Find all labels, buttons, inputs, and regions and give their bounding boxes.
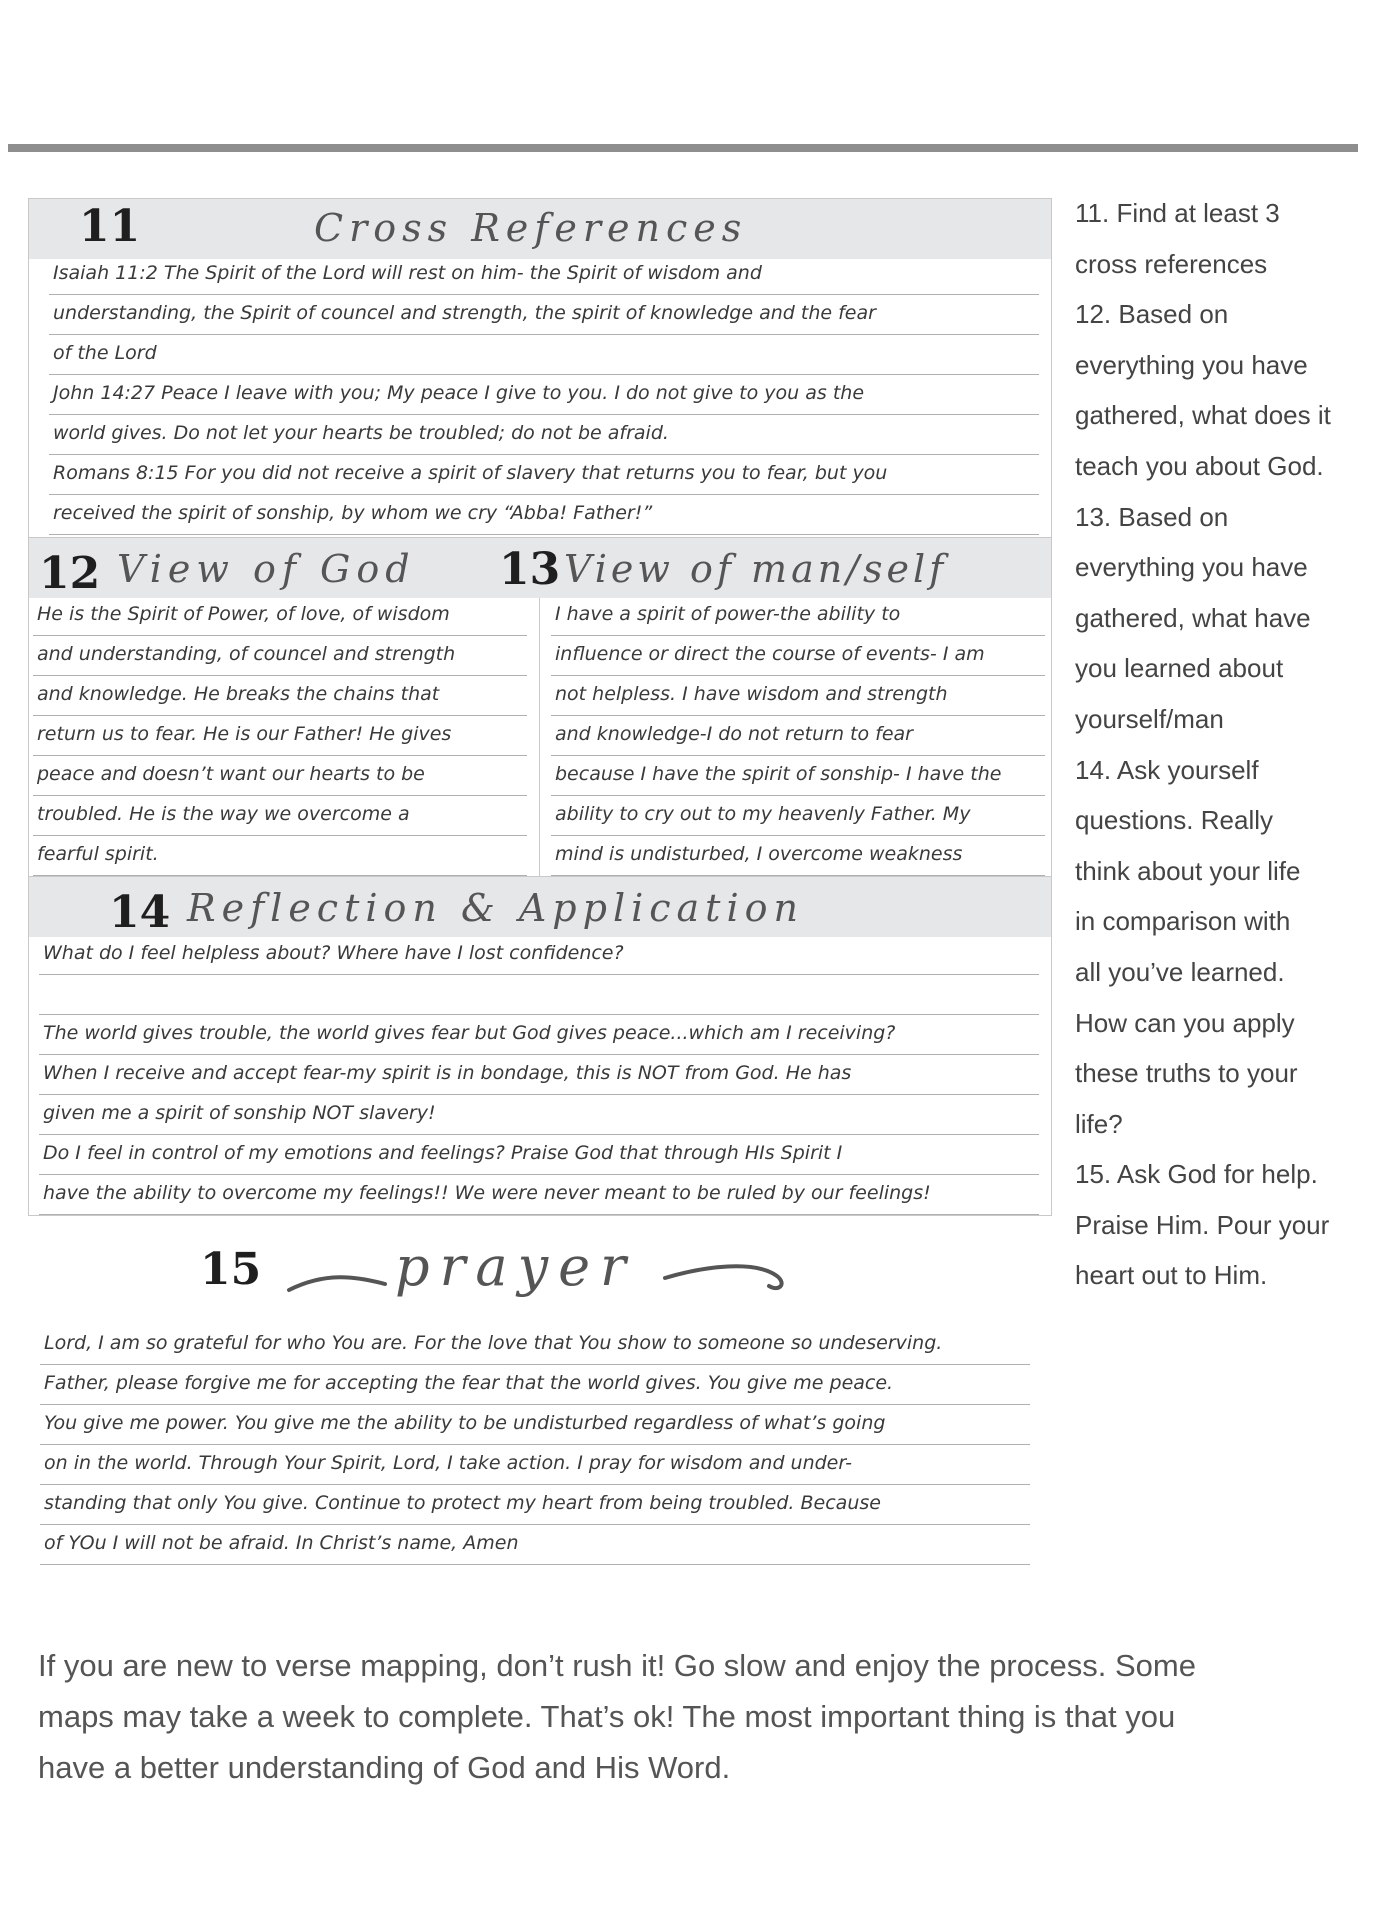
- section-number-15: 15: [200, 1244, 262, 1295]
- view-of-man-line: influence or direct the course of events- I am: [551, 636, 1045, 676]
- reflection-line: given me a spirit of sonship NOT slavery!: [39, 1095, 1039, 1135]
- reflection-line: The world gives trouble, the world gives fear but God gives peace...which am I receiving?: [39, 1015, 1039, 1055]
- view-of-man-line: mind is undisturbed, I overcome weakness: [551, 836, 1045, 876]
- view-of-god-title: View of God: [117, 547, 416, 591]
- reflection-application-lines: [39, 935, 1039, 1215]
- view-of-god-line: and knowledge. He breaks the chains that: [33, 676, 527, 716]
- instruction-line: 11. Find at least 3: [1075, 198, 1280, 228]
- reflection-line: When I receive and accept fear-my spirit is in bondage, this is NOT from God. He has: [39, 1055, 1039, 1095]
- prayer-lines: [40, 1325, 1030, 1565]
- prayer-title: prayer: [395, 1235, 636, 1298]
- footer-line: maps may take a week to complete. That’s ok! The most important thing is that you: [38, 1699, 1176, 1734]
- instructions-sidebar: [1075, 188, 1395, 1301]
- instruction-line: gathered, what does it: [1075, 400, 1331, 431]
- view-of-man-title: View of man/self: [564, 547, 948, 591]
- views-box: [28, 537, 1052, 877]
- instruction-line: you learned about: [1075, 653, 1284, 684]
- footer-line: have a better understanding of God and His Word.: [38, 1750, 731, 1785]
- view-of-god-line: fearful spirit.: [33, 836, 527, 876]
- instruction-line: everything you have: [1075, 552, 1308, 583]
- reflection-application-box: [28, 876, 1052, 1216]
- prayer-line: Lord, I am so grateful for who You are. For the love that You show to someone so undeserving.: [40, 1325, 1030, 1365]
- cross-references-lines: [49, 255, 1039, 535]
- cross-reference-line: understanding, the Spirit of councel and strength, the spirit of knowledge and the fear: [49, 295, 1039, 335]
- cross-reference-line: John 14:27 Peace I leave with you; My peace I give to you. I do not give to you as the: [49, 375, 1039, 415]
- top-divider-rule: [8, 144, 1358, 152]
- view-of-god-line: peace and doesn’t want our hearts to be: [33, 756, 527, 796]
- reflection-line: [39, 975, 1039, 1015]
- reflection-line: Do I feel in control of my emotions and feelings? Praise God that through HIs Spirit I: [39, 1135, 1039, 1175]
- prayer-line: You give me power. You give me the ability to be undisturbed regardless of what’s going: [40, 1405, 1030, 1445]
- prayer-line: standing that only You give. Continue to protect my heart from being troubled. Because: [40, 1485, 1030, 1525]
- instruction-line: think about your life: [1075, 855, 1301, 886]
- cross-reference-line: of the Lord: [49, 335, 1039, 375]
- reflection-line: have the ability to overcome my feelings!! We were never meant to be ruled by our feelings!: [39, 1175, 1039, 1215]
- view-of-man-line: because I have the spirit of sonship- I have the: [551, 756, 1045, 796]
- footer-line: If you are new to verse mapping, don’t rush it! Go slow and enjoy the process. Some: [38, 1648, 1196, 1683]
- instruction-line: questions. Really: [1075, 805, 1273, 836]
- instruction-line: life?: [1075, 1108, 1123, 1139]
- instruction-line: 12. Based on: [1075, 299, 1229, 330]
- cross-reference-line: Isaiah 11:2 The Spirit of the Lord will rest on him- the Spirit of wisdom and: [49, 255, 1039, 295]
- section-number-12: 12: [39, 548, 101, 599]
- view-of-man-line: not helpless. I have wisdom and strength: [551, 676, 1045, 716]
- view-of-man-line: ability to cry out to my heavenly Father. My: [551, 796, 1045, 836]
- instruction-line: 13. Based on: [1075, 501, 1229, 532]
- view-of-god-line: and understanding, of councel and strength: [33, 636, 527, 676]
- view-of-god-line: return us to fear. He is our Father! He gives: [33, 716, 527, 756]
- view-of-god-lines: [33, 596, 527, 876]
- cross-references-title: Cross References: [314, 206, 748, 250]
- instruction-line: cross references: [1075, 248, 1268, 279]
- views-column-divider: [539, 598, 540, 877]
- footer-paragraph: [38, 1640, 1368, 1793]
- instruction-line: yourself/man: [1075, 703, 1224, 734]
- view-of-man-lines: [551, 596, 1045, 876]
- prayer-line: of YOu I will not be afraid. In Christ’s name, Amen: [40, 1525, 1030, 1565]
- view-of-man-line: I have a spirit of power-the ability to: [551, 596, 1045, 636]
- prayer-line: Father, please forgive me for accepting the fear that the world gives. You give me peace.: [40, 1365, 1030, 1405]
- prayer-title-group: [285, 1230, 795, 1314]
- cross-reference-line: Romans 8:15 For you did not receive a spirit of slavery that returns you to fear, but you: [49, 455, 1039, 495]
- instruction-line: Praise Him. Pour your: [1075, 1209, 1330, 1240]
- instruction-line: everything you have: [1075, 349, 1308, 380]
- instruction-line: gathered, what have: [1075, 602, 1311, 633]
- reflection-line: What do I feel helpless about? Where have I lost confidence?: [39, 935, 1039, 975]
- cross-reference-line: received the spirit of sonship, by whom we cry “Abba! Father!”: [49, 495, 1039, 535]
- section-number-13: 13: [499, 544, 561, 595]
- section-number-14: 14: [109, 887, 171, 938]
- section-number-11: 11: [79, 201, 141, 252]
- instruction-line: in comparison with: [1075, 906, 1291, 937]
- cross-reference-line: world gives. Do not let your hearts be troubled; do not be afraid.: [49, 415, 1039, 455]
- view-of-god-line: He is the Spirit of Power, of love, of wisdom: [33, 596, 527, 636]
- instruction-line: 14. Ask yourself: [1075, 754, 1259, 785]
- cross-references-box: [28, 198, 1052, 538]
- prayer-line: on in the world. Through Your Spirit, Lord, I take action. I pray for wisdom and under-: [40, 1445, 1030, 1485]
- view-of-man-line: and knowledge-I do not return to fear: [551, 716, 1045, 756]
- reflection-application-title: Reflection & Application: [187, 886, 804, 930]
- instruction-line: these truths to your: [1075, 1058, 1298, 1089]
- instruction-line: 15. Ask God for help.: [1075, 1159, 1318, 1190]
- instruction-line: all you’ve learned.: [1075, 956, 1285, 987]
- instruction-line: heart out to Him.: [1075, 1260, 1268, 1291]
- instruction-line: teach you about God.: [1075, 450, 1324, 481]
- view-of-god-line: troubled. He is the way we overcome a: [33, 796, 527, 836]
- instruction-line: How can you apply: [1075, 1007, 1295, 1038]
